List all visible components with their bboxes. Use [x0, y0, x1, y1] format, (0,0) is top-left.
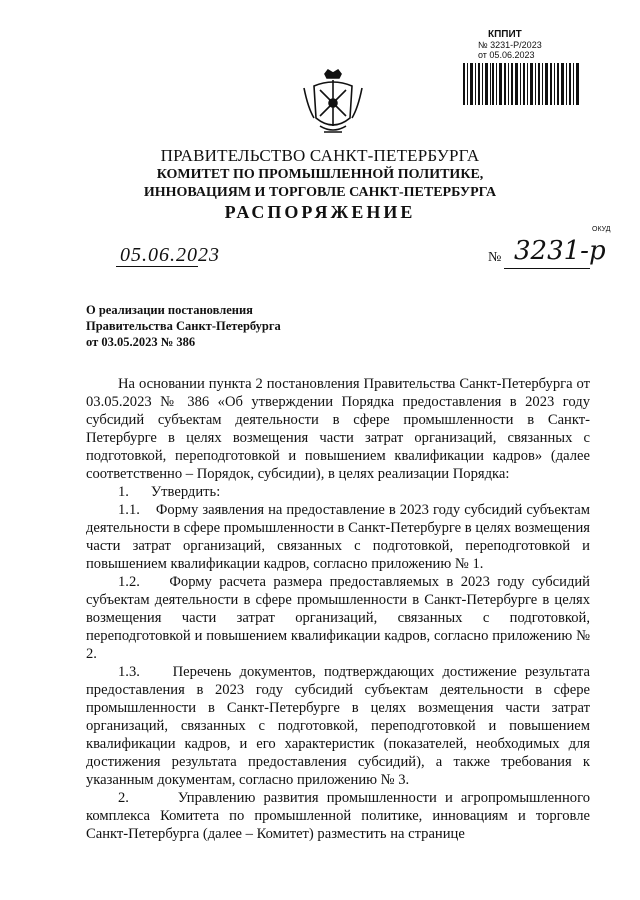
stamp-reg-date: от 05.06.2023: [478, 50, 535, 60]
item-1-3: 1.3. Перечень документов, подтверждающих достижение результата предоставления в 2023 году субсидий субъектам деятельности в сфере промышленности в Санкт-Петербурге в целях возмещения части затрат организаций, связанных с подготовкой, переподготовкой и повышением квалификации кадров, и его характеристик (показателей, необходимых для достижения результата предоставления субсидий), а также требования к указанным документам, согласно приложению № 3.: [86, 664, 590, 788]
coat-of-arms-emblem: [300, 68, 366, 140]
date-underline: [116, 266, 198, 267]
item-1-1: 1.1. Форму заявления на предоставление в 2023 году субсидий субъектам деятельности в сфере промышленности в Санкт-Петербурге в целях возмещения части затрат организаций, связанных с подготовкой, переподготовкой и повышением квалификации кадров, согласно приложению № 1.: [86, 502, 590, 572]
subject-line3: от 03.05.2023 № 386: [86, 335, 196, 349]
committee-title-line2: ИННОВАЦИЯМ И ТОРГОВЛЕ САНКТ-ПЕТЕРБУРГА: [143, 185, 497, 200]
subject-line2: Правительства Санкт-Петербурга: [86, 319, 281, 333]
barcode: [463, 63, 579, 105]
item-1: 1. Утвердить:: [118, 484, 221, 500]
number-underline: [504, 268, 590, 269]
okud-label: ОКУД: [592, 226, 611, 233]
government-title: ПРАВИТЕЛЬСТВО САНКТ-ПЕТЕРБУРГА: [160, 146, 480, 165]
item-2: 2. Управлению развития промышленности и агропромышленного комплекса Комитета по промышленной политике, инновациям и торговле Санкт-Петербурга (далее – Комитет) разместить на странице: [86, 790, 590, 842]
subject-line1: О реализации постановления: [86, 303, 253, 317]
item-1-2: 1.2. Форму расчета размера предоставляемых в 2023 году субсидий субъектам деятельности в сфере промышленности в Санкт-Петербурге в целях возмещения части затрат организаций, связанных с подготовкой, переподготовкой и повышением квалификации кадров, согласно приложению № 2.: [86, 574, 590, 662]
committee-title: [0, 166, 640, 202]
document-subject: [86, 302, 346, 350]
committee-title-line1: КОМИТЕТ ПО ПРОМЫШЛЕННОЙ ПОЛИТИКЕ,: [156, 167, 484, 182]
document-body: [86, 375, 590, 843]
number-label: №: [488, 250, 502, 265]
stamp-reg-number: № 3231-Р/2023: [478, 40, 542, 50]
document-type: РАСПОРЯЖЕНИЕ: [224, 202, 416, 222]
registration-stamp: [478, 30, 578, 60]
document-number: 3231-р: [514, 236, 606, 266]
document-date: 05.06.2023: [120, 244, 220, 266]
stamp-code: КППИТ: [488, 29, 522, 40]
preamble-paragraph: На основании пункта 2 постановления Правительства Санкт-Петербурга от 03.05.2023 № 386 «Об утверждении Порядка предоставления в 2023 году субсидий субъектам деятельности в сфере промышленности в Санкт-Петербурге в целях возмещения части затрат организаций, связанных с подготовкой, переподготовкой и повышением квалификации кадров» (далее соответственно – Порядок, субсидии), в целях реализации Порядка:: [86, 376, 590, 482]
